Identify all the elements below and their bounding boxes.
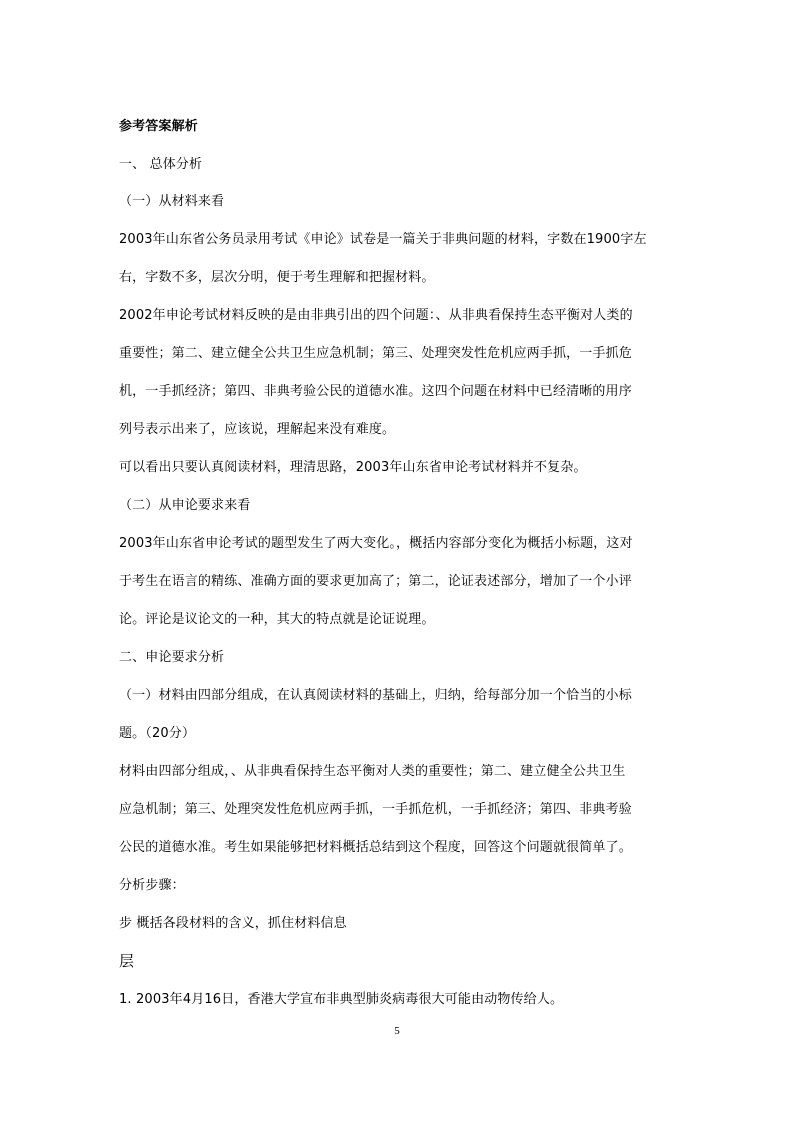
paragraph-line: 题。（20分） bbox=[119, 726, 196, 741]
paragraph-line: 右，字数不多，层次分明，便于考生理解和把握材料。 bbox=[119, 270, 435, 285]
paragraph-line: 可以看出只要认真阅读材料，理清思路，2003年山东省申论考试材料并不复杂。 bbox=[119, 460, 587, 475]
analysis-steps-label: 分析步骤： bbox=[119, 878, 185, 893]
subsection-requirement-view: （二）从申论要求来看 bbox=[119, 498, 251, 513]
section-overall-analysis: 一、 总体分析 bbox=[119, 157, 203, 172]
paragraph-line: 2003年山东省公务员录用考试《申论》试卷是一篇关于非典问题的材料，字数在1900字左 bbox=[119, 232, 647, 247]
paragraph-line: 于考生在语言的精练、准确方面的要求更加高了；第二，论证表述部分，增加了一个小评 bbox=[119, 574, 632, 589]
paragraph-line: （一）材料由四部分组成，在认真阅读材料的基础上，归纳，给每部分加一个恰当的小标 bbox=[119, 688, 632, 703]
paragraph-line: 重要性；第二、建立健全公共卫生应急机制；第三、处理突发性危机应两手抓，一手抓危 bbox=[119, 346, 632, 361]
subsection-material-view: （一）从材料来看 bbox=[119, 194, 225, 209]
paragraph-line: 机，一手抓经济；第四、非典考验公民的道德水准。这四个问题在材料中已经清晰的用序 bbox=[119, 384, 632, 399]
paragraph-line: 论。评论是议论文的一种，其大的特点就是论证说理。 bbox=[119, 612, 435, 627]
paragraph-line: 应急机制；第三、处理突发性危机应两手抓，一手抓危机，一手抓经济；第四、非典考验 bbox=[119, 802, 632, 817]
paragraph-line: 公民的道德水准。考生如果能够把材料概括总结到这个程度，回答这个问题就很简单了。 bbox=[119, 840, 632, 855]
page-number: 5 bbox=[394, 1025, 400, 1037]
paragraph-line: 2003年山东省申论考试的题型发生了两大变化。，概括内容部分变化为概括小标题，这对 bbox=[119, 536, 633, 551]
layer-label: 层 bbox=[119, 952, 135, 970]
answer-analysis-heading: 参考答案解析 bbox=[119, 119, 198, 134]
paragraph-line: 2002年申论考试材料反映的是由非典引出的四个问题：、从非典看保持生态平衡对人类的 bbox=[119, 308, 633, 323]
list-item: 1. 2003年4月16日，香港大学宣布非典型肺炎病毒很大可能由动物传给人。 bbox=[119, 992, 564, 1007]
step-line: 步 概括各段材料的含义，抓住材料信息 bbox=[119, 916, 347, 931]
paragraph-line: 列号表示出来了，应该说，理解起来没有难度。 bbox=[119, 422, 396, 437]
paragraph-line: 材料由四部分组成，、从非典看保持生态平衡对人类的重要性；第二、建立健全公共卫生 bbox=[119, 764, 626, 779]
section-requirement-analysis: 二、申论要求分析 bbox=[119, 650, 225, 665]
